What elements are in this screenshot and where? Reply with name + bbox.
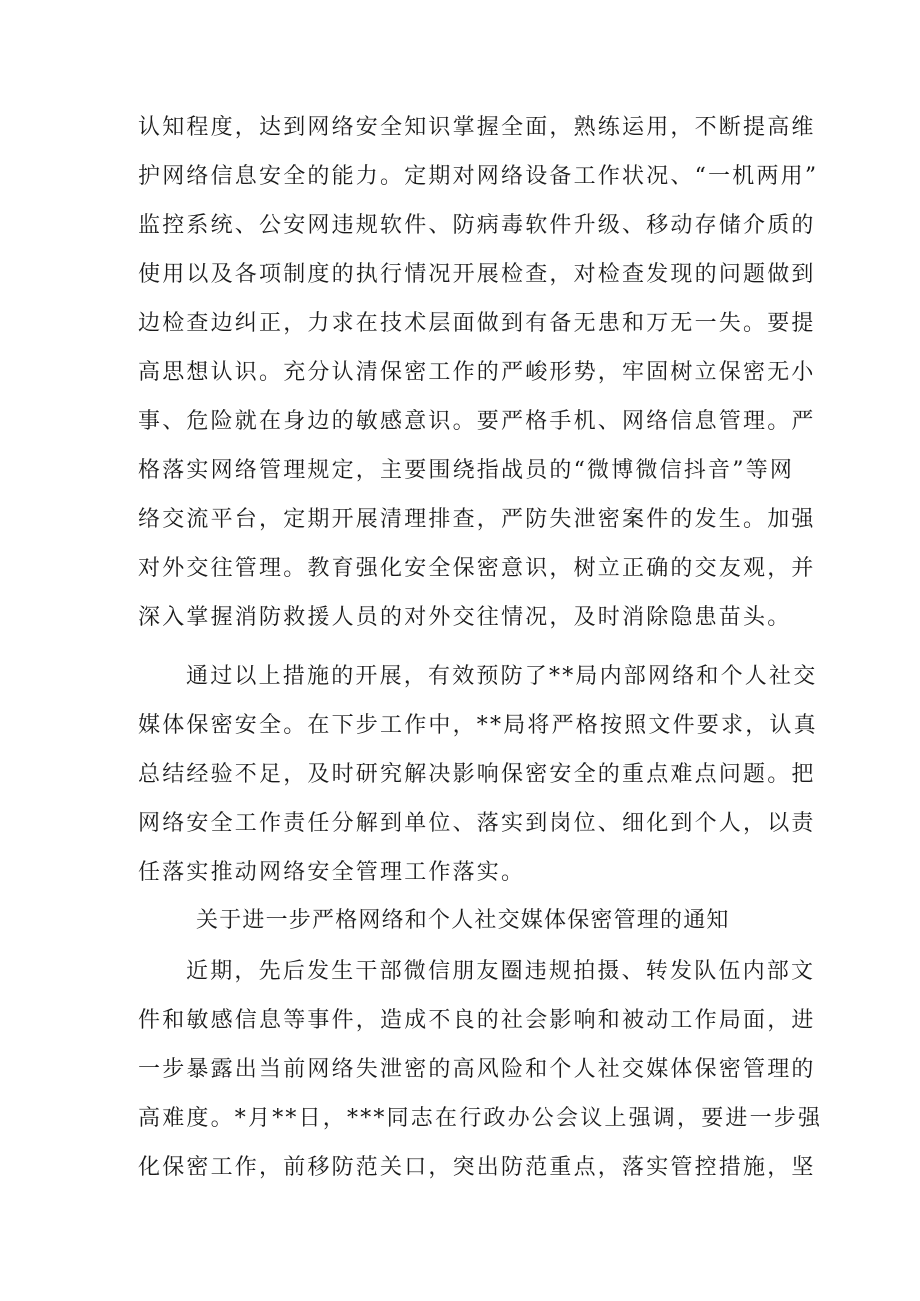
section-title: 关于进一步严格网络和个人社交媒体保密管理的通知 [196, 908, 730, 933]
paragraph-line: 媒体保密安全。在下步工作中，**局将严格按照文件要求，认真 [138, 713, 818, 738]
paragraph-line: 总结经验不足，及时研究解决影响保密安全的重点难点问题。把 [138, 762, 816, 787]
paragraph-line: 件和敏感信息等事件，造成不良的社会影响和被动工作局面，进 [138, 1008, 816, 1033]
paragraph-line: 近期，先后发生干部微信朋友圈违规拍摄、转发队伍内部文 [186, 959, 816, 984]
paragraph-line: 格落实网络管理规定，主要围绕指战员的“微博微信抖音”等网 [138, 458, 795, 483]
paragraph-line: 边检查边纠正，力求在技术层面做到有备无患和万无一失。要提 [138, 311, 816, 336]
paragraph-line: 一步暴露出当前网络失泄密的高风险和个人社交媒体保密管理的 [138, 1057, 816, 1082]
paragraph-line: 护网络信息安全的能力。定期对网络设备工作状况、“一机两用” [138, 164, 819, 189]
paragraph-line: 高思想认识。充分认清保密工作的严峻形势，牢固树立保密无小 [138, 360, 816, 385]
paragraph-line: 高难度。*月**日，***同志在行政办公会议上强调，要进一步强 [138, 1106, 823, 1131]
paragraph-line: 化保密工作，前移防范关口，突出防范重点，落实管控措施，坚 [138, 1155, 816, 1180]
paragraph-line: 深入掌握消防救援人员的对外交往情况，及时消除隐患苗头。 [138, 605, 792, 630]
paragraph-line: 任落实推动网络安全管理工作落实。 [138, 860, 526, 885]
paragraph-line: 通过以上措施的开展，有效预防了**局内部网络和个人社交 [186, 664, 818, 689]
paragraph-line: 认知程度，达到网络安全知识掌握全面，熟练运用，不断提高维 [138, 115, 816, 140]
paragraph-line: 络交流平台，定期开展清理排查，严防失泄密案件的发生。加强 [138, 507, 816, 532]
paragraph-line: 对外交往管理。教育强化安全保密意识，树立正确的交友观，并 [138, 556, 816, 581]
paragraph-line: 使用以及各项制度的执行情况开展检查，对检查发现的问题做到 [138, 262, 816, 287]
paragraph-line: 网络安全工作责任分解到单位、落实到岗位、细化到个人，以责 [138, 811, 816, 836]
paragraph-line: 事、危险就在身边的敏感意识。要严格手机、网络信息管理。严 [138, 409, 816, 434]
paragraph-line: 监控系统、公安网违规软件、防病毒软件升级、移动存储介质的 [138, 213, 816, 238]
